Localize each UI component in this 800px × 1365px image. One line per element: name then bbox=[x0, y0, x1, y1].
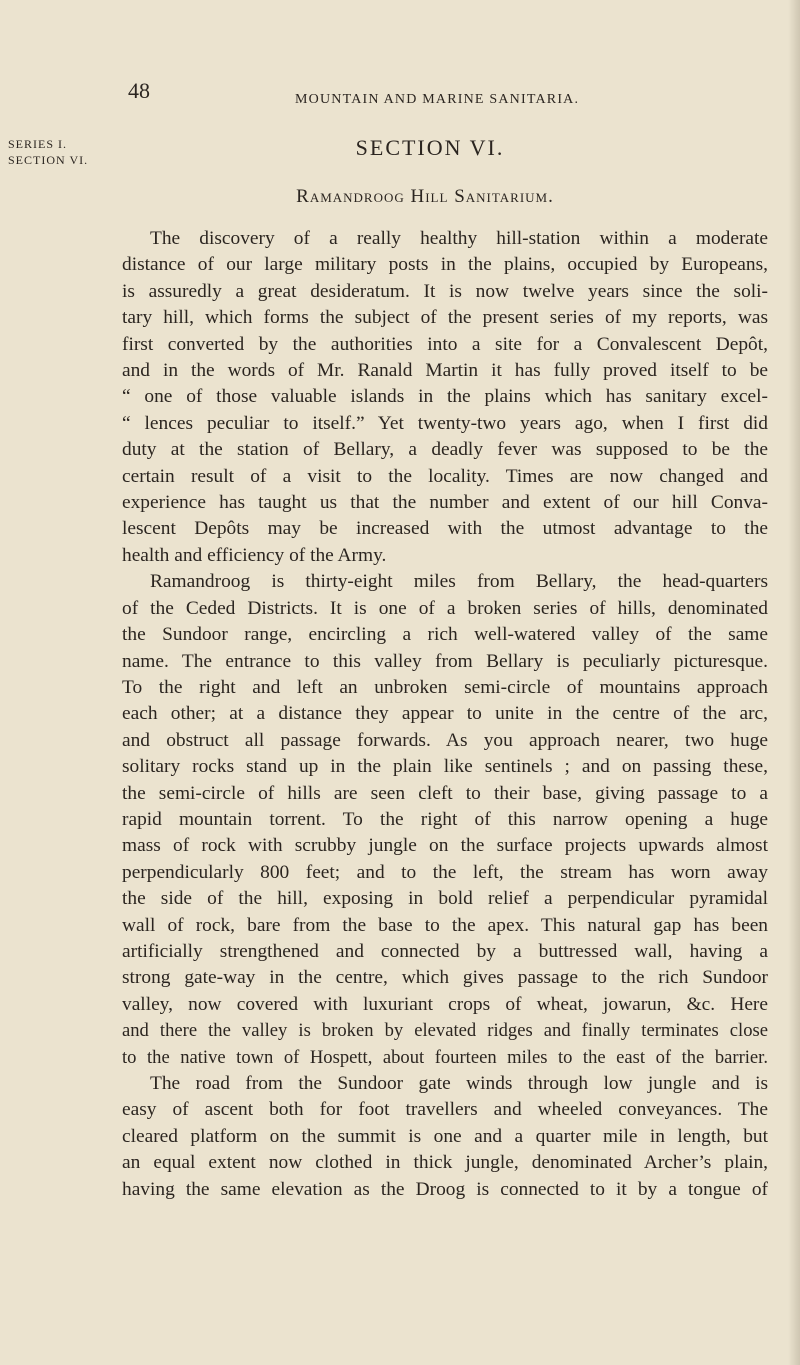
text-line: wall of rock, bare from the base to the apex. This natural gap has been bbox=[122, 914, 768, 936]
text-line: perpendicularly 800 feet; and to the left, the stream has worn away bbox=[122, 861, 768, 883]
text-line: name. The entrance to this valley from Bellary is peculiarly picturesque. bbox=[122, 650, 768, 672]
text-line: To the right and left an unbroken semi-circle of mountains approach bbox=[122, 676, 768, 698]
text-line: the Sundoor range, encircling a rich well-watered valley of the same bbox=[122, 624, 768, 646]
text-line: having the same elevation as the Droog is connected to it by a tongue of bbox=[122, 1178, 768, 1200]
text-line: the semi-circle of hills are seen cleft to their base, giving passage to a bbox=[122, 782, 768, 804]
page-number: 48 bbox=[128, 78, 150, 103]
text-line: and there the valley is broken by elevated ridges and finally terminates close bbox=[122, 1020, 768, 1042]
text-line: mass of rock with scrubby jungle on the surface projects upwards almost bbox=[122, 835, 768, 857]
text-line: certain result of a visit to the locality. Times are now changed and bbox=[122, 465, 768, 487]
text-line: health and efficiency of the Army. bbox=[122, 544, 387, 566]
text-line: The road from the Sundoor gate winds through low jungle and is bbox=[150, 1073, 768, 1094]
body-text bbox=[122, 226, 768, 1203]
text-line: artificially strengthened and connected by a buttressed wall, having a bbox=[122, 940, 768, 962]
text-line: distance of our large military posts in the plains, occupied by Europeans, bbox=[122, 254, 768, 276]
margin-series: SERIES I. bbox=[8, 137, 68, 151]
text-line: “ lences peculiar to itself.” Yet twenty-two years ago, when I first did bbox=[122, 412, 768, 434]
text-line: lescent Depôts may be increased with the utmost advantage to the bbox=[122, 518, 768, 540]
text-line: tary hill, which forms the subject of the present series of my reports, was bbox=[122, 307, 768, 329]
section-subheading: Ramandroog Hill Sanitarium. bbox=[296, 186, 554, 207]
text-line: easy of ascent both for foot travellers and wheeled conveyances. The bbox=[122, 1099, 768, 1121]
text-line: an equal extent now clothed in thick jungle, denominated Archer’s plain, bbox=[122, 1152, 768, 1174]
text-line: and obstruct all passage forwards. As you approach nearer, two huge bbox=[122, 729, 768, 751]
text-line: the side of the hill, exposing in bold relief a perpendicular pyramidal bbox=[122, 888, 768, 910]
running-head: MOUNTAIN AND MARINE SANITARIA. bbox=[295, 92, 580, 107]
text-line: and in the words of Mr. Ranald Martin it has fully proved itself to be bbox=[122, 360, 768, 382]
text-line: “ one of those valuable islands in the plains which has sanitary excel- bbox=[122, 386, 768, 408]
text-line: experience has taught us that the number and extent of our hill Conva- bbox=[122, 492, 768, 514]
margin-section: SECTION VI. bbox=[8, 153, 89, 167]
section-heading: SECTION VI. bbox=[355, 135, 505, 160]
text-line: Ramandroog is thirty-eight miles from Bellary, the head-quarters bbox=[150, 571, 768, 593]
text-line: solitary rocks stand up in the plain like sentinels ; and on passing these, bbox=[122, 756, 768, 778]
text-line: rapid mountain torrent. To the right of this narrow opening a huge bbox=[122, 808, 768, 830]
page-edge-shadow bbox=[788, 0, 800, 1365]
text-line: valley, now covered with luxuriant crops of wheat, jowarun, &c. Here bbox=[122, 993, 768, 1015]
text-line: is assuredly a great desideratum. It is now twelve years since the soli- bbox=[122, 280, 768, 302]
text-line: duty at the station of Bellary, a deadly fever was supposed to be the bbox=[122, 439, 768, 461]
text-line: cleared platform on the summit is one and a quarter mile in length, but bbox=[122, 1125, 768, 1147]
text-line: of the Ceded Districts. It is one of a broken series of hills, denominated bbox=[122, 597, 768, 619]
text-line: each other; at a distance they appear to unite in the centre of the arc, bbox=[122, 703, 768, 725]
text-line: to the native town of Hospett, about fourteen miles to the east of the barrier. bbox=[122, 1046, 768, 1068]
text-line: strong gate-way in the centre, which gives passage to the rich Sundoor bbox=[122, 967, 768, 989]
text-line: first converted by the authorities into a site for a Convalescent Depôt, bbox=[122, 333, 768, 355]
text-line: The discovery of a really healthy hill-station within a moderate bbox=[150, 228, 768, 249]
